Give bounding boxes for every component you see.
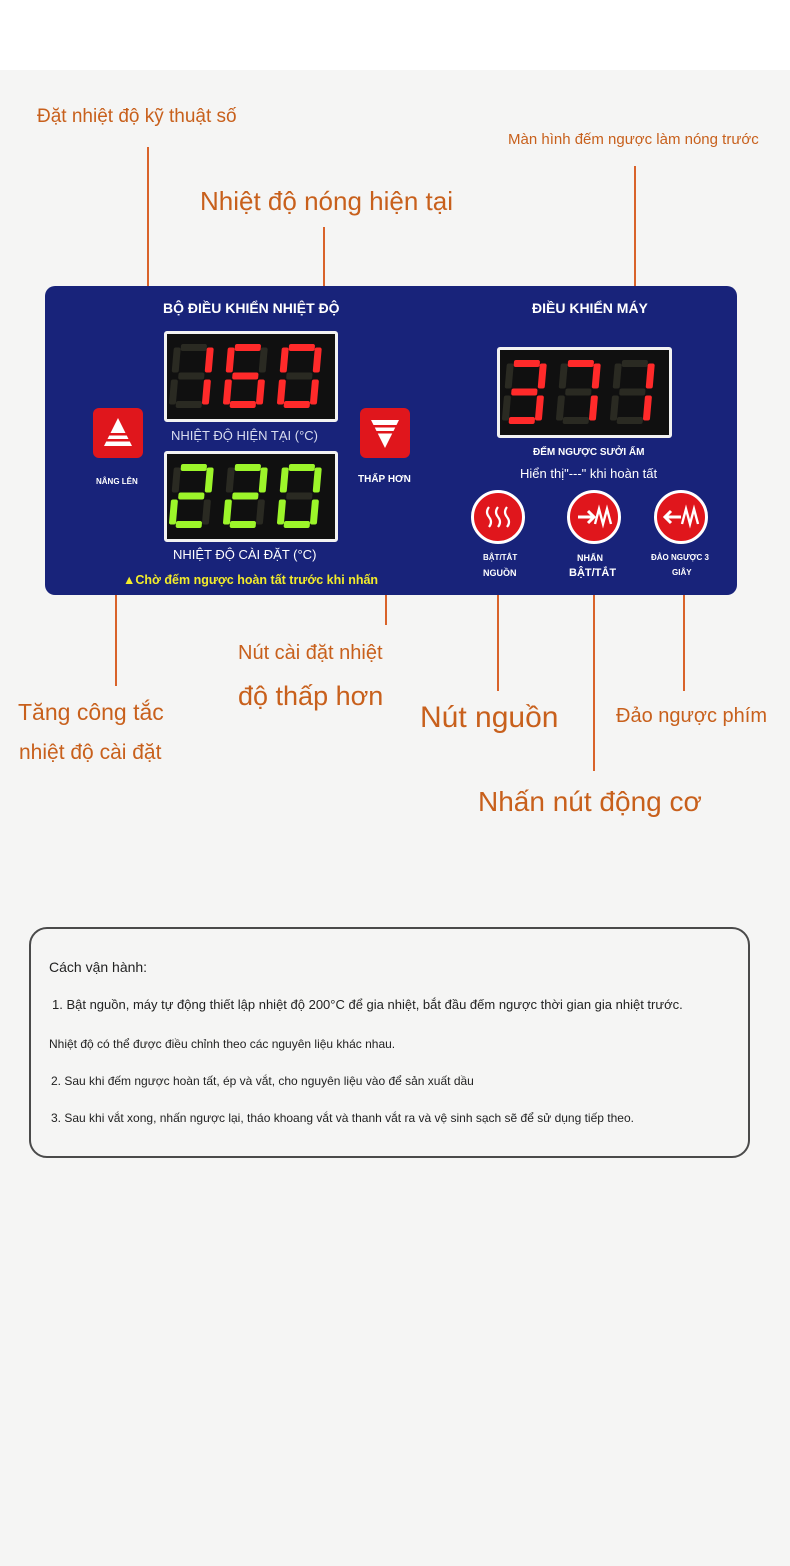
reverse-button[interactable] [654, 490, 708, 544]
led-segment [232, 493, 259, 500]
temp-section-title: BỘ ĐIỀU KHIỂN NHIỆT ĐỘ [163, 300, 340, 316]
instructions-heading: Cách vận hành: [49, 959, 148, 975]
lower-button[interactable] [360, 408, 410, 458]
leader-line-reverse [683, 583, 685, 691]
instructions-step-1: 1. Bật nguồn, máy tự động thiết lập nhiệt độ 200°C để gia nhiệt, bắt đầu đếm ngược thời gian gia nhiệt trước. [52, 997, 683, 1012]
led-segment [646, 364, 655, 389]
forward-motor-icon [570, 493, 618, 541]
callout-raise-switch-1: Tăng công tắc [18, 699, 164, 725]
led-segment [172, 348, 181, 373]
led-segment [535, 396, 544, 421]
led-segment [202, 500, 211, 525]
led-segment [235, 464, 262, 471]
led-segment [176, 521, 203, 528]
reverse-label-2: GIÂY [672, 568, 692, 577]
led-segment [619, 389, 646, 396]
led-segment [232, 373, 259, 380]
set-temp-label: NHIỆT ĐỘ CÀI ĐẶT (°C) [173, 547, 317, 562]
led-segment [286, 493, 313, 500]
led-segment [289, 344, 316, 351]
led-segment [230, 521, 257, 528]
led-segment [622, 360, 649, 367]
led-segment [284, 521, 311, 528]
countdown-label: ĐẾM NGƯỢC SƯỞI ẤM [533, 447, 645, 458]
set-temp-display [164, 451, 338, 542]
led-segment [505, 364, 514, 389]
led-segment [169, 380, 178, 405]
led-segment [235, 344, 262, 351]
control-panel [45, 286, 737, 595]
power-label-1: BẬT/TẮT [483, 553, 518, 562]
led-segment [181, 344, 208, 351]
down-arrow-icon [360, 408, 410, 458]
led-segment [226, 348, 235, 373]
raise-label: NÂNG LÊN [96, 477, 138, 486]
instructions-step-2: 2. Sau khi đếm ngược hoàn tất, ép và vắt, cho nguyên liệu vào để sản xuất dầu [51, 1074, 474, 1088]
led-segment [223, 500, 232, 525]
led-segment [514, 360, 541, 367]
callout-digital-temp: Đặt nhiệt độ kỹ thuật số [37, 106, 237, 127]
motor-button[interactable] [567, 490, 621, 544]
led-segment [181, 464, 208, 471]
power-button[interactable] [471, 490, 525, 544]
callout-raise-switch-2: nhiệt độ cài đặt [19, 741, 162, 764]
led-segment [511, 389, 538, 396]
heat-waves-icon [474, 493, 522, 541]
led-segment [223, 380, 232, 405]
led-segment [280, 468, 289, 493]
motor-label-2: BẬT/TẮT [569, 567, 617, 579]
led-segment [202, 380, 211, 405]
led-segment [502, 396, 511, 421]
led-segment [556, 396, 565, 421]
leader-line-motor [593, 588, 595, 771]
led-segment [277, 500, 286, 525]
led-segment [256, 380, 265, 405]
callout-power-button: Nút nguồn [420, 701, 559, 734]
callout-preheat-countdown: Màn hình đếm ngược làm nóng trước [508, 131, 759, 148]
led-segment [178, 493, 205, 500]
led-segment [256, 500, 265, 525]
led-segment [589, 396, 598, 421]
callout-reverse-key: Đảo ngược phím [616, 705, 768, 727]
countdown-display [497, 347, 672, 438]
led-segment [313, 348, 322, 373]
power-label-2: NGUỒN [483, 568, 517, 578]
led-segment [568, 360, 595, 367]
led-segment [565, 389, 592, 396]
instructions-box [29, 927, 750, 1158]
led-segment [313, 468, 322, 493]
led-segment [226, 468, 235, 493]
motor-label-1: NHẤN [577, 553, 603, 563]
led-segment [286, 373, 313, 380]
instructions-step-3: 3. Sau khi vắt xong, nhấn ngược lại, tháo khoang vắt và thanh vắt ra và vệ sinh sạch sẽ để sử dụng tiếp theo. [51, 1111, 634, 1125]
led-segment [592, 364, 601, 389]
led-segment [259, 348, 268, 373]
led-segment [538, 364, 547, 389]
led-segment [310, 500, 319, 525]
led-segment [259, 468, 268, 493]
callout-lower-button-1: Nút cài đặt nhiệt [238, 642, 383, 664]
callout-motor-button: Nhấn nút động cơ [478, 786, 702, 817]
current-temp-label: NHIỆT ĐỘ HIỆN TẠI (°C) [171, 428, 319, 443]
led-segment [169, 500, 178, 525]
up-arrow-icon [93, 408, 143, 458]
led-segment [284, 401, 311, 408]
led-segment [310, 380, 319, 405]
led-segment [277, 380, 286, 405]
led-segment [610, 396, 619, 421]
led-segment [643, 396, 652, 421]
led-segment [280, 348, 289, 373]
led-segment [176, 401, 203, 408]
callout-lower-button-2: độ thấp hơn [238, 681, 384, 711]
led-segment [563, 417, 590, 424]
reverse-label-1: ĐẢO NGƯỢC 3 [651, 553, 709, 562]
led-segment [178, 373, 205, 380]
led-segment [617, 417, 644, 424]
current-temp-display [164, 331, 338, 422]
led-segment [613, 364, 622, 389]
reverse-motor-icon [657, 493, 705, 541]
led-segment [509, 417, 536, 424]
machine-section-title: ĐIỀU KHIỂN MÁY [532, 300, 648, 316]
led-segment [205, 348, 214, 373]
led-segment [230, 401, 257, 408]
led-segment [172, 468, 181, 493]
raise-button[interactable] [93, 408, 143, 458]
instructions-step-1-note: Nhiệt độ có thể được điều chỉnh theo các nguyên liệu khác nhau. [49, 1037, 396, 1051]
callout-current-temp: Nhiệt độ nóng hiện tại [200, 186, 453, 216]
lower-label: THẤP HƠN [358, 474, 411, 485]
top-banner [0, 0, 790, 70]
warning-text: ▲Chờ đếm ngược hoàn tất trước khi nhấn [123, 573, 379, 587]
led-segment [205, 468, 214, 493]
led-segment [559, 364, 568, 389]
leader-line-power [497, 581, 499, 691]
done-note: Hiển thị"---" khi hoàn tất [520, 466, 658, 481]
led-segment [289, 464, 316, 471]
